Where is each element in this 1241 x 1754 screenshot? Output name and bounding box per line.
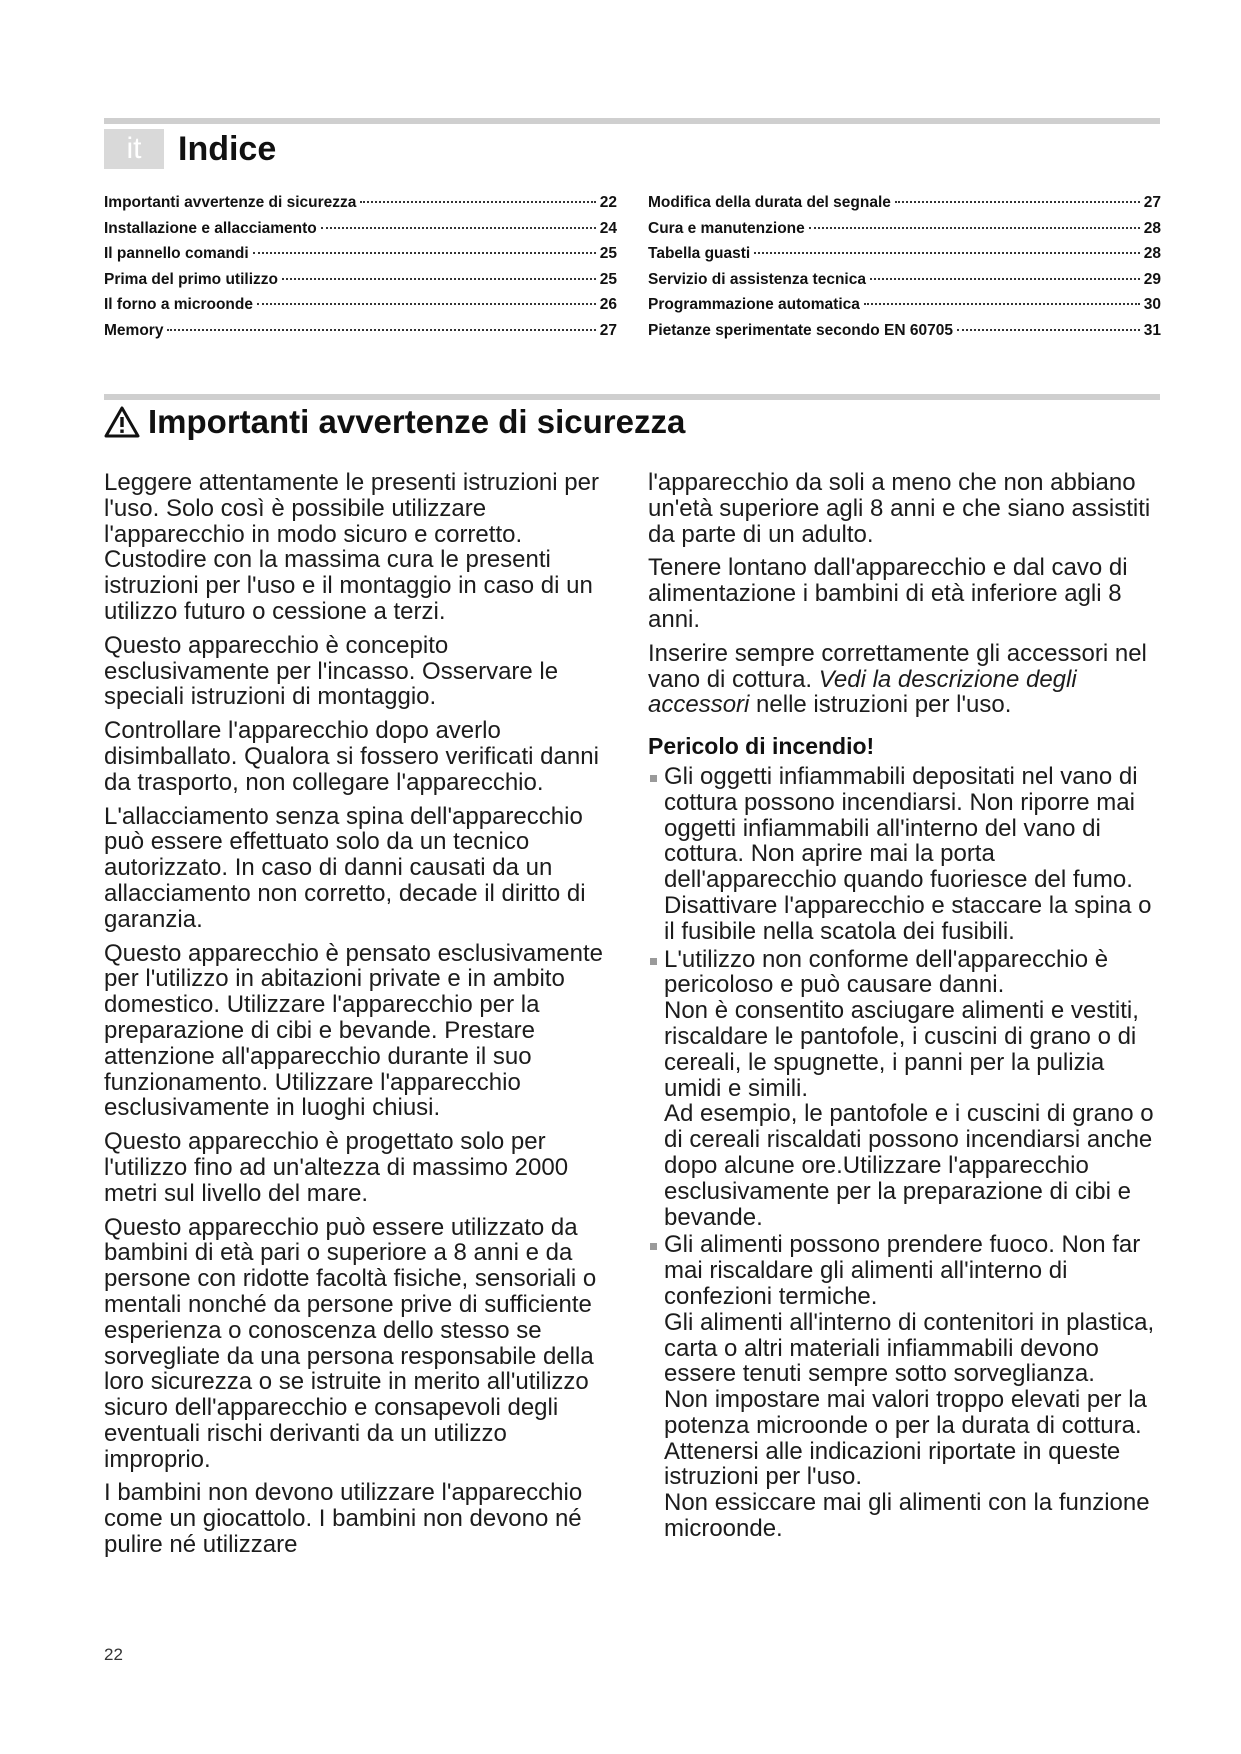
fire-hazard-heading: Pericolo di incendio! (648, 733, 875, 760)
toc-entry-label: Tabella guasti (648, 245, 751, 262)
toc-leader (321, 227, 596, 229)
bullet-item (648, 947, 1158, 1231)
toc-entry-page: 28 (1143, 245, 1161, 262)
warning-triangle-icon (104, 405, 140, 439)
toc-entry-page: 29 (1143, 270, 1161, 288)
toc-leader (167, 329, 595, 331)
toc-entry[interactable] (648, 245, 1161, 271)
toc-entry[interactable] (648, 271, 1161, 297)
left-text-column (104, 470, 614, 1566)
paragraph: Questo apparecchio è progettato solo per l'utilizzo fino ad un'altezza di massimo 2000 metri sul livello del mare. (104, 1128, 569, 1207)
toc-leader (870, 278, 1140, 280)
bullet-text: Gli alimenti possono prendere fuoco. Non far mai riscaldare gli alimenti all'interno di confezioni termiche. (664, 1231, 1141, 1310)
paragraph: Questo apparecchio è concepito esclusivamente per l'incasso. Osservare le speciali istruzioni di montaggio. (104, 631, 559, 711)
toc-entry-label: Installazione e allacciamento (104, 219, 317, 237)
toc-left-column (104, 194, 617, 347)
toc-header (104, 128, 276, 170)
bullet-text: Gli oggetti infiammabili depositati nel vano di cottura possono incendiarsi. Non riporre mai oggetti infiammabili all'interno del vano di cottura. Non aprire mai la porta dell'apparecchio quando fuoriesce del fumo. Disattivare l'apparecchio e staccare la spina o il fusibile nella scatola dei fusibili. (664, 762, 1152, 945)
toc-leader (282, 278, 596, 280)
toc-entry-page: 27 (599, 321, 617, 339)
toc-entry[interactable] (104, 245, 617, 271)
toc-entry[interactable] (648, 296, 1161, 322)
toc-entry-label: Modifica della durata del segnale (648, 194, 891, 211)
toc-leader (360, 201, 595, 203)
paragraph-accessori (648, 641, 1158, 718)
bullet-item (648, 764, 1158, 945)
paragraph: Leggere attentamente le presenti istruzioni per l'uso. Solo così è possibile utilizzare l'apparecchio in modo sicuro e corretto. Custodire con la massima cura le presenti istruzioni per l'uso e il montaggio in caso di un utilizzo futuro o cessione a terzi. (104, 469, 599, 625)
toc-entry-page: 24 (599, 219, 617, 237)
page-number: 22 (104, 1645, 123, 1664)
bullet-text: Non impostare mai valori troppo elevati per la potenza microonde o per la durata di cottura. Attenersi alle indicazioni riportate in queste istruzioni per l'uso. (664, 1386, 1147, 1491)
toc-entry-page: 25 (599, 270, 617, 288)
toc-leader (253, 252, 596, 254)
toc-entry-label: Cura e manutenzione (648, 219, 805, 237)
paragraph: l'apparecchio da soli a meno che non abbiano un'età superiore agli 8 anni e che siano assistiti da parte di un adulto. (648, 469, 1151, 548)
toc-entry-label: Prima del primo utilizzo (104, 270, 278, 288)
bullet-text: Non essiccare mai gli alimenti con la funzione microonde. (664, 1489, 1150, 1543)
toc-entry[interactable] (648, 194, 1161, 220)
paragraph: L'allacciamento senza spina dell'apparecchio può essere effettuato solo da un tecnico autorizzato. In caso di danni causati da un allacciamento non corretto, decade il diritto di garanzia. (104, 802, 586, 933)
toc-entry-label: Il pannello comandi (104, 245, 249, 262)
toc-leader (864, 303, 1140, 305)
top-divider (104, 118, 1160, 124)
language-badge: it (104, 129, 164, 169)
bullet-text: Non è consentito asciugare alimenti e vestiti, riscaldare le pantofole, i cuscini di grano o di cereali, le spugnette, i panni per la pulizia umidi e simili. (664, 997, 1139, 1102)
paragraph: Controllare l'apparecchio dopo averlo disimballato. Qualora si fossero verificati danni da trasporto, non collegare l'apparecchio. (104, 717, 599, 796)
toc-entry-label: Importanti avvertenze di sicurezza (104, 194, 357, 211)
toc-entry-page: 31 (1143, 321, 1161, 339)
toc-entry-label: Programmazione automatica (648, 296, 860, 313)
toc-leader (895, 201, 1140, 203)
right-text-column (648, 470, 1158, 1544)
italic-reference: Vedi la descrizione degli accessori (648, 665, 1077, 719)
bullet-text: Ad esempio, le pantofole e i cuscini di grano o di cereali riscaldati possono incendiarsi anche dopo alcune ore.Utilizzare l'apparecchio esclusivamente per la preparazione di cibi e bevande. (664, 1100, 1154, 1231)
toc-right-column (648, 194, 1161, 347)
toc-entry-label: Il forno a microonde (104, 296, 253, 313)
toc-title: Indice (178, 129, 277, 168)
paragraph: I bambini non devono utilizzare l'apparecchio come un giocattolo. I bambini non devono né pulire né utilizzare (104, 1479, 583, 1559)
toc-entry[interactable] (104, 322, 617, 348)
text-run: Inserire sempre correttamente gli accessori nel vano di cottura. (648, 639, 1147, 693)
section-title (104, 403, 685, 441)
section-divider (104, 394, 1160, 400)
toc-entry[interactable] (648, 322, 1161, 348)
toc-leader (957, 329, 1140, 331)
toc-leader (809, 227, 1140, 229)
toc-entry[interactable] (104, 194, 617, 220)
text-run: nelle istruzioni per l'uso. (749, 691, 1012, 719)
toc-entry-page: 25 (599, 245, 617, 262)
toc-entry-page: 26 (599, 296, 617, 313)
toc-entry[interactable] (104, 271, 617, 297)
toc-leader (754, 252, 1140, 254)
paragraph: Tenere lontano dall'apparecchio e dal cavo di alimentazione i bambini di età inferiore agli 8 anni. (648, 554, 1128, 633)
paragraph: Questo apparecchio è pensato esclusivamente per l'utilizzo in abitazioni private e in ambito domestico. Utilizzare l'apparecchio per la preparazione di cibi e bevande. Prestare attenzione all'apparecchio durante il suo funzionamento. Utilizzare l'apparecchio esclusivamente in luoghi chiusi. (104, 939, 603, 1122)
toc-entry-label: Pietanze sperimentate secondo EN 60705 (648, 321, 953, 339)
bullet-text: Gli alimenti all'interno di contenitori in plastica, carta o altri materiali infiammabili devono essere tenuti sempre sotto sorveglianza. (664, 1308, 1155, 1388)
toc-entry-page: 27 (1143, 194, 1161, 211)
paragraph: Questo apparecchio può essere utilizzato da bambini di età pari o superiore a 8 anni e da persone con ridotte facoltà fisiche, sensoriali o mentali nonché da persone prive di sufficiente esperienza o conoscenza dello stesso se sorvegliate da una persona responsabile della loro sicurezza o se istruite in merito all'utilizzo sicuro dell'apparecchio e consapevoli degli eventuali rischi derivanti da un utilizzo improprio. (104, 1213, 597, 1473)
toc-entry[interactable] (104, 220, 617, 246)
toc-entry[interactable] (648, 220, 1161, 246)
section-title-text: Importanti avvertenze di sicurezza (148, 403, 686, 440)
toc-leader (257, 303, 596, 305)
toc-entry-label: Servizio di assistenza tecnica (648, 270, 866, 288)
toc-entry[interactable] (104, 296, 617, 322)
bullet-item (648, 1232, 1158, 1542)
toc-entry-label: Memory (104, 321, 164, 339)
toc-entry-page: 28 (1143, 219, 1161, 237)
toc-entry-page: 30 (1143, 296, 1161, 313)
bullet-text: L'utilizzo non conforme dell'apparecchio è pericoloso e può causare danni. (664, 945, 1109, 999)
toc-entry-page: 22 (599, 194, 617, 211)
